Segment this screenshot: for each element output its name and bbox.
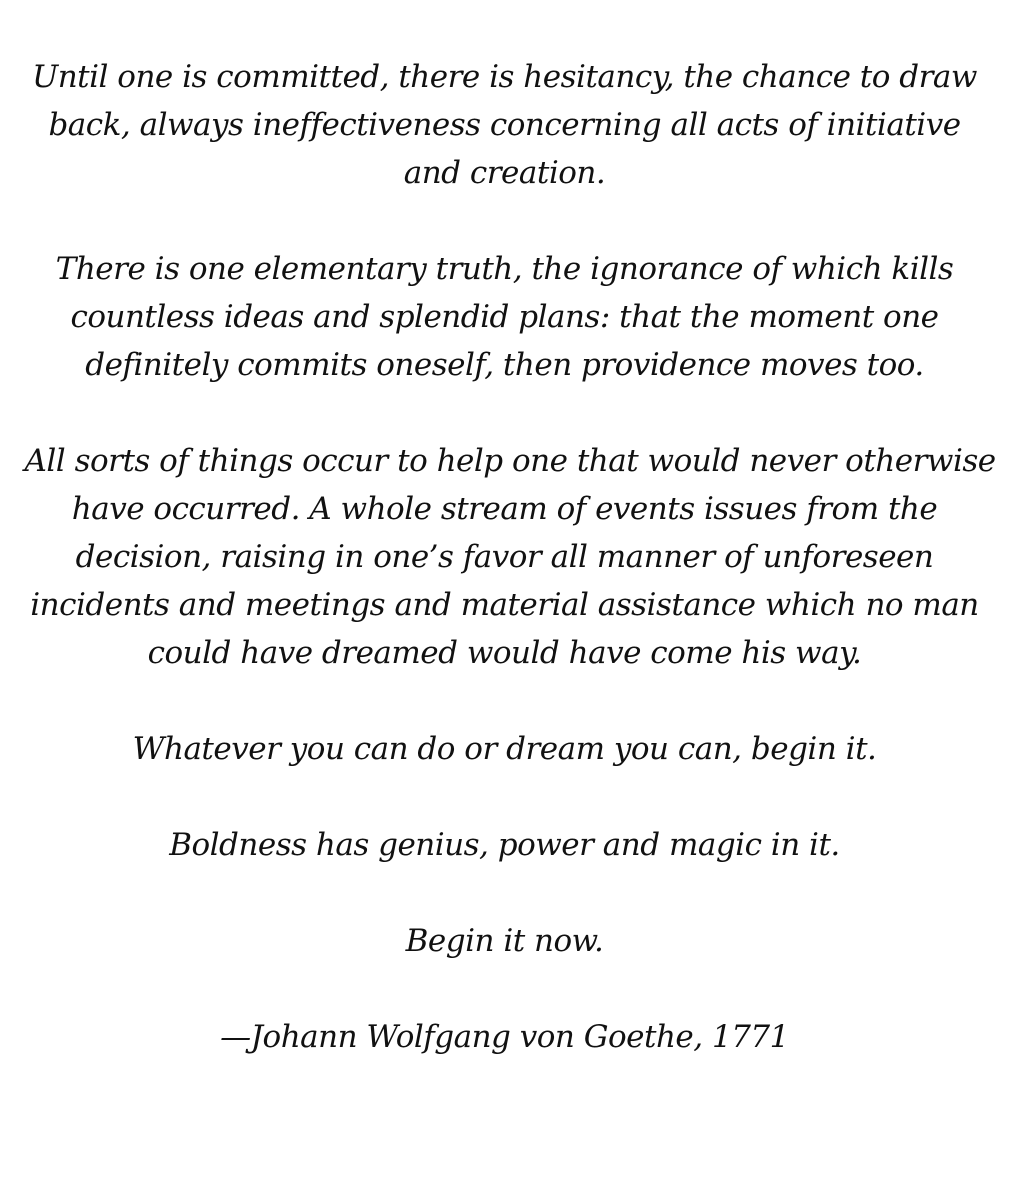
quote-line: could have dreamed would have come his way. (147, 635, 862, 671)
quote-paragraph-1 (25, 53, 985, 197)
quote-paragraph-6 (25, 917, 985, 965)
quote-line: Boldness has genius, power and magic in it. (169, 827, 840, 863)
quote-paragraph-3 (24, 437, 996, 677)
attribution-line: —Johann Wolfgang von Goethe, 1771 (220, 1019, 789, 1055)
quote-line: and creation. (403, 155, 606, 191)
quote-line: Until one is committed, there is hesitancy, the chance to draw (32, 59, 977, 95)
quote-paragraph-5 (25, 821, 985, 869)
quote-line: definitely commits oneself, then providence moves too. (85, 347, 924, 383)
quote-attribution (25, 1013, 985, 1061)
quote-line: countless ideas and splendid plans: that the moment one (70, 299, 939, 335)
quote-paragraph-4 (25, 725, 985, 773)
quote-line: back, always ineffectiveness concerning all acts of initiative (48, 107, 961, 143)
quote-paragraph-2 (25, 245, 985, 389)
quote-line: Begin it now. (405, 923, 604, 959)
quote-line: incidents and meetings and material assistance which no man (30, 587, 979, 623)
quote-line: have occurred. A whole stream of events issues from the (71, 491, 938, 527)
quote-line: Whatever you can do or dream you can, begin it. (132, 731, 877, 767)
quote-line: All sorts of things occur to help one that would never otherwise (24, 443, 996, 479)
quote-line: decision, raising in one’s favor all manner of unforeseen (75, 539, 934, 575)
quote-line: There is one elementary truth, the ignorance of which kills (55, 251, 954, 287)
